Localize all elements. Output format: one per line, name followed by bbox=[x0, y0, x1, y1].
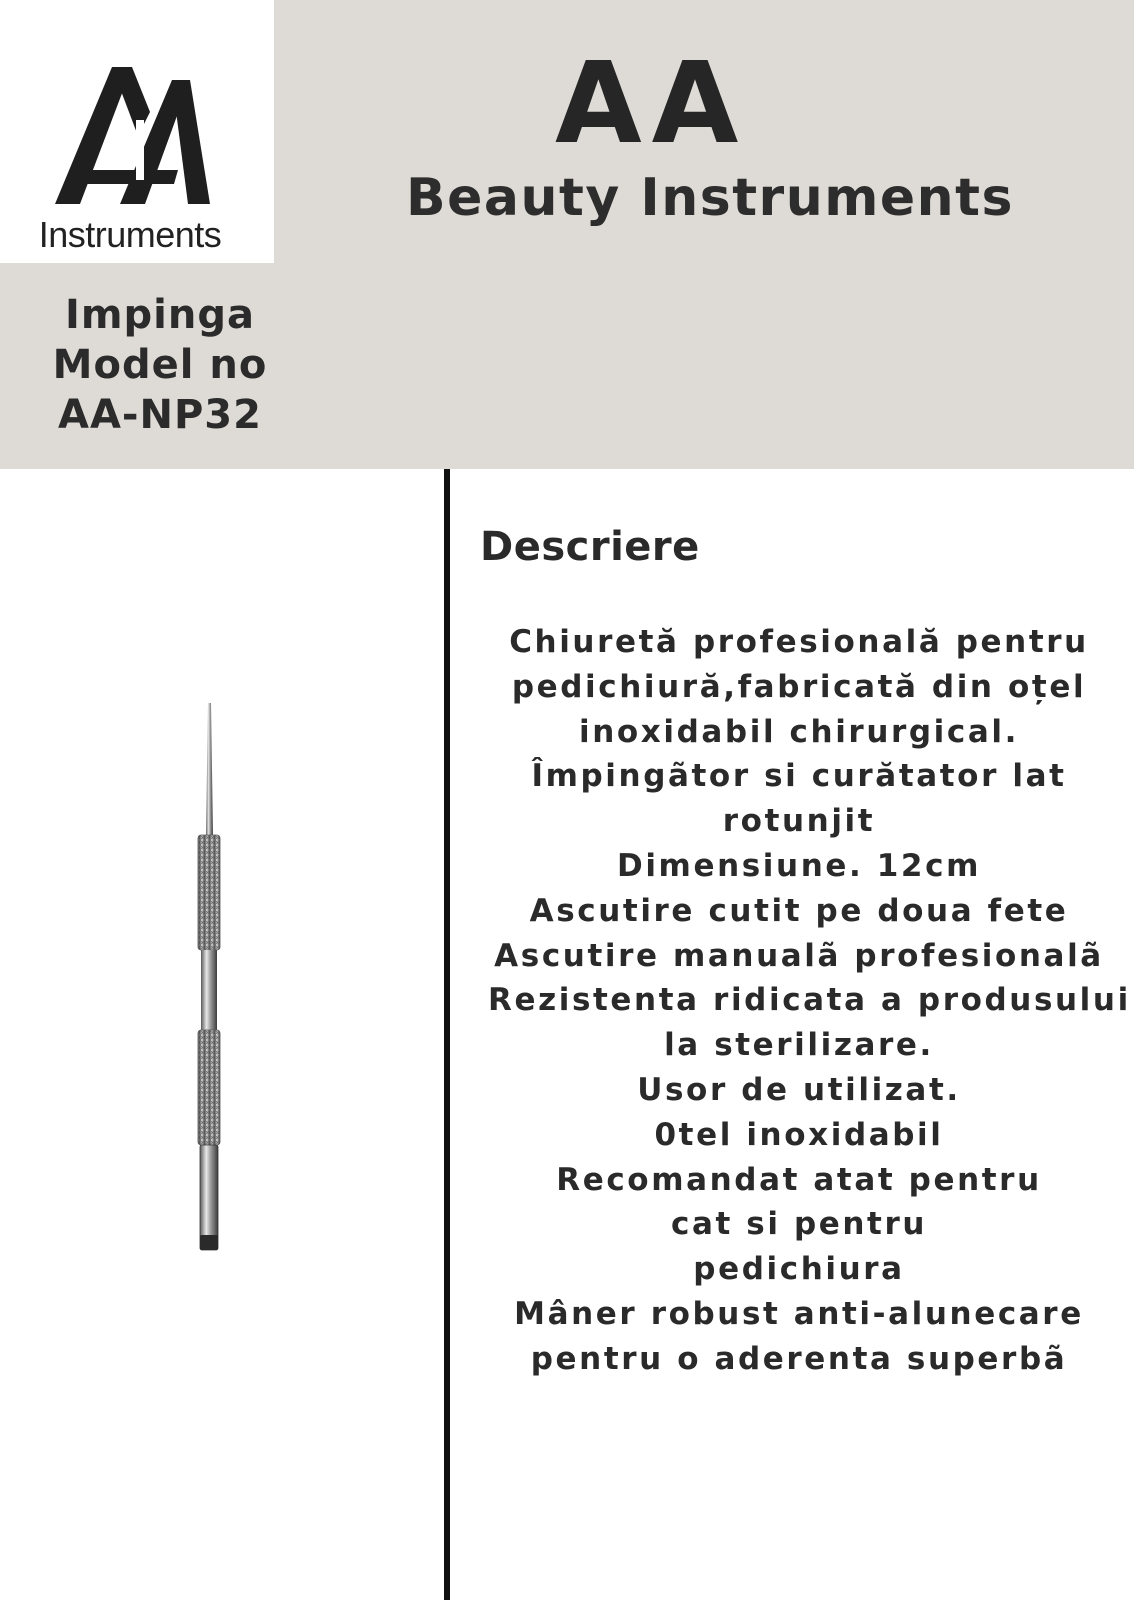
description-line: Usor de utilizat. bbox=[637, 1071, 961, 1108]
description-line: Ascutire cutit pe doua fete bbox=[529, 892, 1069, 929]
description-text bbox=[488, 620, 1131, 1382]
description-line: Dimensiune. 12cm bbox=[617, 847, 981, 884]
aa-monogram-icon bbox=[50, 62, 215, 212]
description-line: Chiuretă profesională pentru bbox=[509, 624, 1089, 660]
logo-wordmark: Instruments bbox=[38, 214, 222, 255]
brand-name: AA bbox=[555, 39, 749, 169]
description-line: la sterilizare. bbox=[664, 1027, 934, 1064]
model-code: AA-NP32 bbox=[58, 392, 262, 438]
description-line: rotunjit bbox=[722, 803, 876, 840]
description-line: pedichiura bbox=[693, 1251, 905, 1288]
description-line: 0tel inoxidabil bbox=[654, 1116, 944, 1153]
description-line: Mâner robust anti-alunecare bbox=[514, 1295, 1084, 1332]
description-line: pentru o aderenta superbã bbox=[530, 1340, 1068, 1377]
brand-tagline: Beauty Instruments bbox=[406, 168, 1014, 228]
nail-pusher-tool-icon bbox=[180, 695, 240, 1255]
model-label: Model no bbox=[52, 342, 268, 388]
product-model-block bbox=[40, 290, 280, 440]
description-line: Împingãtor si curătator lat bbox=[531, 758, 1067, 795]
description-line: Ascutire manualã profesionalã bbox=[494, 937, 1104, 974]
description-line: Rezistenta ridicata a produsului bbox=[488, 982, 1131, 1019]
description-line: inoxidabil chirurgical. bbox=[579, 713, 1019, 750]
column-divider bbox=[444, 469, 450, 1600]
description-heading: Descriere bbox=[480, 524, 700, 570]
description-line: pedichiură,fabricată din oțel bbox=[511, 668, 1087, 705]
logo bbox=[0, 0, 274, 263]
description-line: Recomandat atat pentru bbox=[556, 1161, 1042, 1198]
product-name: Impinga bbox=[64, 292, 255, 338]
description-line: cat si pentru bbox=[670, 1206, 928, 1243]
